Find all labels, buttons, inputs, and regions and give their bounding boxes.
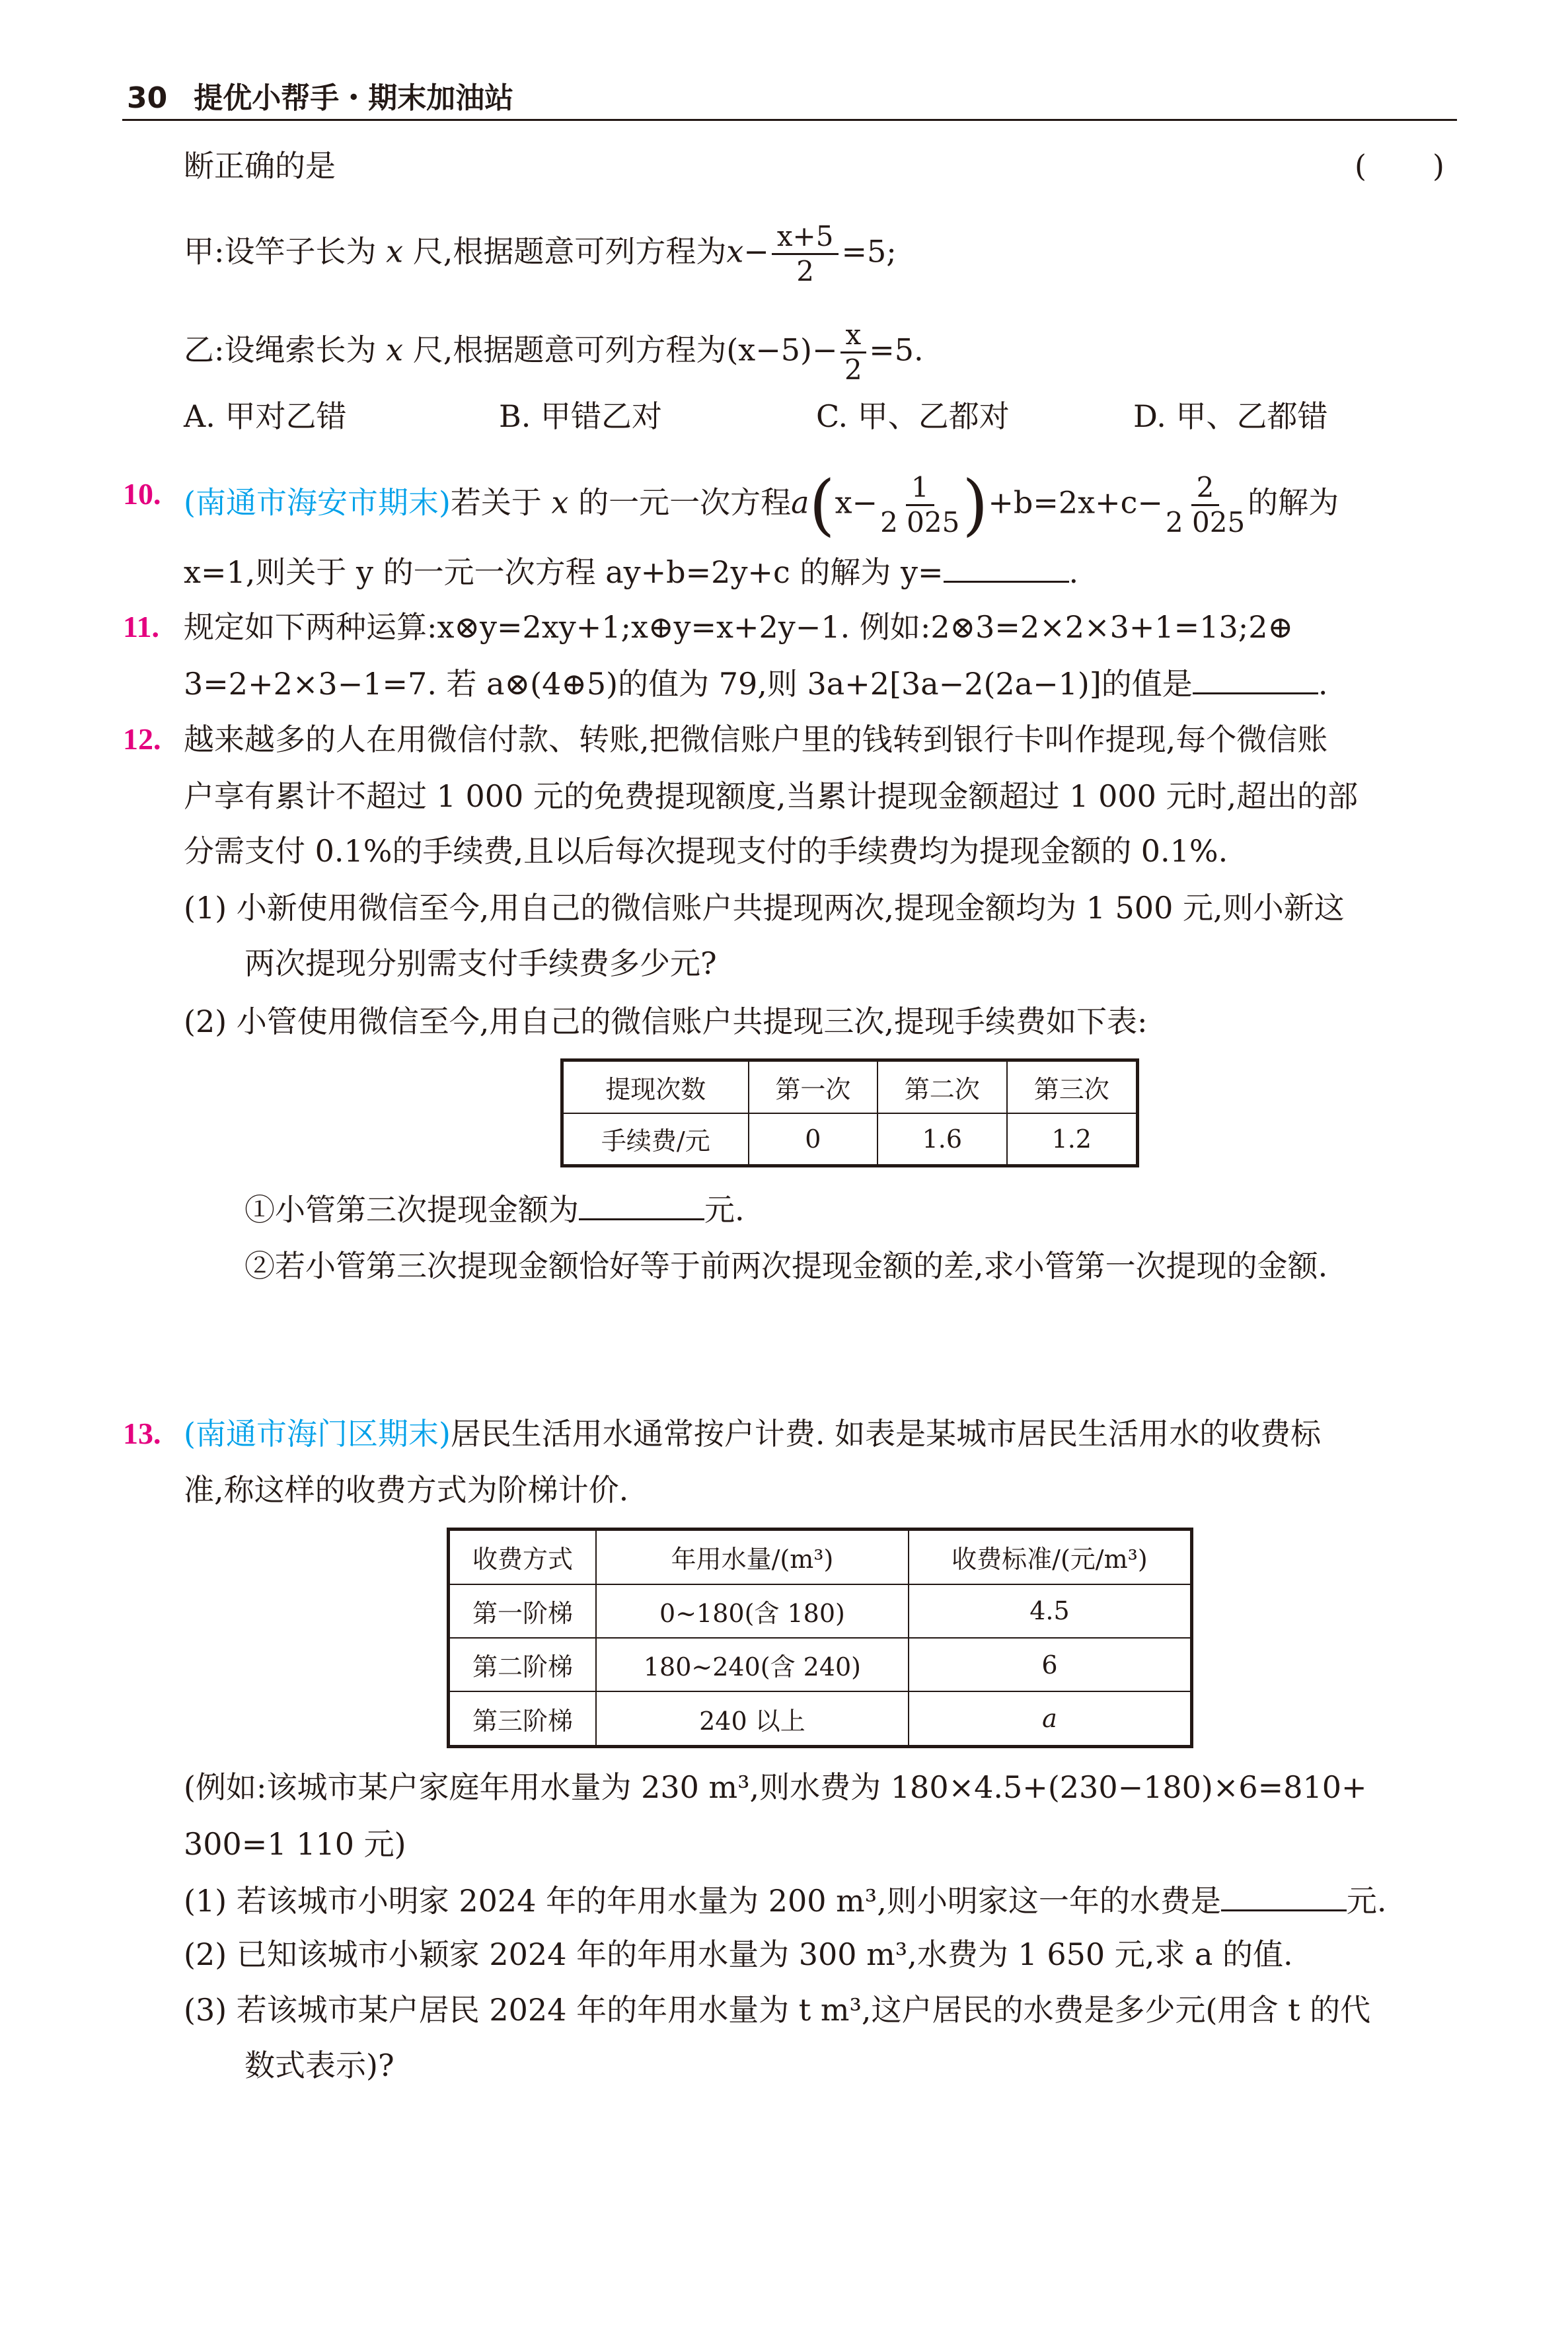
table-row: 提现次数 第一次 第二次 第三次 — [562, 1060, 1138, 1113]
q12-part1: (1) 小新使用微信至今,用自己的微信账户共提现两次,提现金额均为 1 500 元,则小新这 — [184, 890, 1345, 926]
answer-blank[interactable] — [1193, 663, 1318, 694]
q12-line: 分需支付 0.1%的手续费,且以后每次提现支付的手续费均为提现金额的 0.1%. — [184, 833, 1228, 869]
q9-option-c[interactable]: C. 甲、乙都对 — [816, 398, 1010, 434]
fee-table — [560, 1058, 1139, 1167]
table-row: 第二阶梯 180~240(含 240) 6 — [449, 1638, 1192, 1691]
fraction: $\frac{x+5}{2}$ — [772, 220, 839, 288]
q9-option-b[interactable]: B. 甲错乙对 — [499, 398, 663, 434]
table-row: 第三阶梯 240 以上 a — [449, 1691, 1192, 1746]
q9-yi: 乙:设绳索长为 x 尺,根据题意可列方程为(x−5)− $\frac{x}{2}$ =5. — [184, 318, 924, 386]
q13-line2: 准,称这样的收费方式为阶梯计价. — [184, 1472, 629, 1508]
answer-paren[interactable] — [1355, 143, 1444, 189]
q9-jia: 甲:设竿子长为 x 尺,根据题意可列方程为x− $\frac{x+5}{2}$ =5; — [184, 220, 897, 287]
table-row: 收费方式 年用水量/(m³) 收费标准/(元/m³) — [449, 1530, 1192, 1584]
answer-blank[interactable] — [579, 1189, 704, 1220]
q9-stem: 断正确的是 — [184, 148, 336, 184]
page-header — [127, 74, 513, 116]
q11-line1: 规定如下两种运算:x⊗y=2xy+1;x⊕y=x+2y−1. 例如:2⊗3=2×2×3+1=13;2⊕ — [184, 609, 1294, 645]
q10-line2: x=1,则关于 y 的一元一次方程 ay+b=2y+c 的解为 y= . — [184, 549, 1078, 595]
paren-close: ) — [1432, 148, 1444, 184]
header-rule — [122, 119, 1457, 121]
table-row: 手续费/元 0 1.6 1.2 — [562, 1113, 1138, 1166]
water-fee-table — [447, 1528, 1193, 1748]
q9-option-d[interactable]: D. 甲、乙都错 — [1133, 398, 1328, 434]
answer-blank[interactable] — [944, 552, 1069, 583]
q12-line: 户享有累计不超过 1 000 元的免费提现额度,当累计提现金额超过 1 000 元时,超出的部 — [184, 778, 1359, 814]
q13-part2: (2) 已知该城市小颖家 2024 年的年用水量为 300 m³,水费为 1 650 元,求 a 的值. — [184, 1937, 1293, 1972]
fraction: $\frac{x}{2}$ — [840, 318, 867, 387]
q13-number: 13. — [123, 1417, 161, 1450]
q10-number: 10. — [123, 477, 161, 511]
header-title: 提优小帮手・期末加油站 — [194, 81, 514, 115]
q12-number: 12. — [123, 722, 161, 756]
q12-line: 越来越多的人在用微信付款、转账,把微信账户里的钱转到银行卡叫作提现,每个微信账 — [184, 721, 1328, 757]
q10-source: (南通市海安市期末) — [184, 484, 451, 521]
q12-sub2: ②若小管第三次提现金额恰好等于前两次提现金额的差,求小管第一次提现的金额. — [244, 1248, 1328, 1284]
q13-example: (例如:该城市某户家庭年用水量为 230 m³,则水费为 180×4.5+(230−180)×6=810+ — [184, 1769, 1367, 1805]
q13-source: (南通市海门区期末) — [184, 1416, 451, 1452]
q11-number: 11. — [123, 610, 159, 644]
answer-blank[interactable] — [1221, 1880, 1347, 1911]
page-number: 30 — [127, 81, 168, 115]
paren-open: ( — [1355, 148, 1366, 184]
q10-line1: (南通市海安市期末)若关于 x 的一元一次方程a(x− $\frac{1}{2 025}$ )+b=2x+c− $\frac{2}{2 025}$ 的解为 — [184, 466, 1339, 544]
q12-sub1: ①小管第三次提现金额为 元. — [244, 1187, 745, 1233]
q13-part1: (1) 若该城市小明家 2024 年的年用水量为 200 m³,则小明家这一年的水费是 元. — [184, 1878, 1386, 1924]
q13-example-cont: 300=1 110 元) — [184, 1826, 406, 1862]
q11-line2: 3=2+2×3−1=7. 若 a⊗(4⊕5)的值为 79,则 3a+2[3a−2(2a−1)]的值是 . — [184, 661, 1327, 707]
q13-part3-cont: 数式表示)? — [244, 2048, 394, 2083]
q12-part1-cont: 两次提现分别需支付手续费多少元? — [244, 945, 717, 981]
table-row: 第一阶梯 0~180(含 180) 4.5 — [449, 1584, 1192, 1638]
q13-line1: (南通市海门区期末)居民生活用水通常按户计费. 如表是某城市居民生活用水的收费标 — [184, 1416, 1322, 1452]
q9-option-a[interactable]: A. 甲对乙错 — [184, 398, 347, 434]
q12-part2: (2) 小管使用微信至今,用自己的微信账户共提现三次,提现手续费如下表: — [184, 1004, 1148, 1039]
q13-part3: (3) 若该城市某户居民 2024 年的年用水量为 t m³,这户居民的水费是多少元(用含 t 的代 — [184, 1992, 1371, 2028]
